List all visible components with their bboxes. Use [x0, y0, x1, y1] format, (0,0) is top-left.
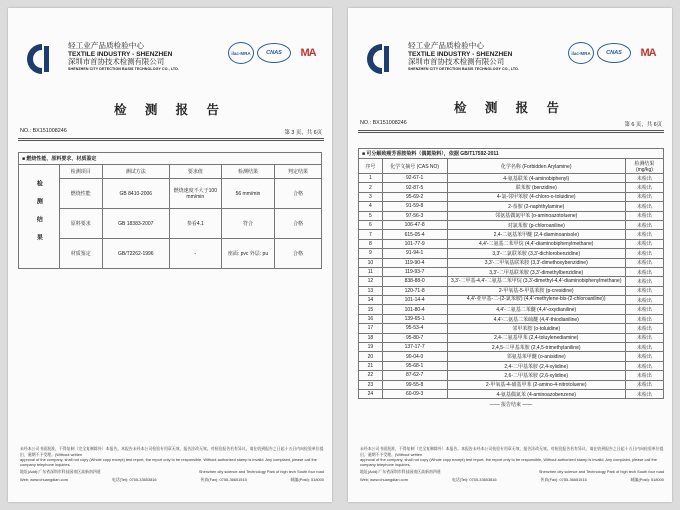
- chemical-name: 3,3'-二氯联苯胺 (3,3'-dichlorobenzidine): [447, 249, 625, 258]
- footer-address-cn: 地址(Add):广东省深圳市科技园南区高新南四道: [20, 469, 101, 475]
- cert-marks: [228, 42, 322, 64]
- cas-number: 95-53-4: [382, 324, 447, 333]
- test-result: 未检出: [625, 192, 663, 201]
- report-number: NO.: BX151008246: [20, 128, 67, 134]
- footer-fax: 传真(Fax): 0755-36651515: [540, 476, 587, 482]
- row-index: 6: [359, 220, 383, 229]
- side-label: 检测结果: [35, 179, 42, 252]
- chemical-name: 4-氯-邻甲苯胺 (4-chloro-o-toluidine): [447, 192, 625, 201]
- row-index: 9: [359, 249, 383, 258]
- report-page-3: [8, 8, 332, 502]
- row-index: 17: [359, 324, 383, 333]
- footer-post: 邮编(Post): 518000: [630, 476, 664, 482]
- report-meta: [20, 128, 322, 134]
- table-row: [359, 239, 664, 248]
- row-index: 23: [359, 380, 383, 389]
- chemical-name: 联苯胺 (benzidine): [447, 183, 625, 192]
- cas-number: 95-68-1: [382, 361, 447, 370]
- test-result: 未检出: [625, 277, 663, 286]
- test-result: 未检出: [625, 389, 663, 398]
- test-result: 未检出: [625, 267, 663, 276]
- test-result: 未检出: [625, 230, 663, 239]
- cas-number: 106-47-8: [382, 220, 447, 229]
- org-header: [22, 40, 324, 82]
- cas-number: 92-67-1: [382, 174, 447, 183]
- test-result: 未检出: [625, 333, 663, 342]
- cas-number: 95-69-2: [382, 192, 447, 201]
- header-rule: [358, 130, 664, 131]
- cas-number: 137-17-7: [382, 343, 447, 352]
- ilac-mark-icon: ilac-MRA: [568, 42, 594, 64]
- footer-address-en: Shenzhen city science and Technology Park of high tech South four road: [538, 469, 664, 475]
- org-name-cn: 轻工业产品质检验中心: [408, 41, 484, 50]
- org-name-cn2: 深圳市首协技术检测有限公司: [68, 57, 165, 67]
- chemical-name: 4,4'-二氨基二苯醚 (4,4'-oxydianiline): [447, 305, 625, 314]
- table-row: [359, 352, 664, 361]
- chemical-name: 3,3'-二甲氧基联苯胺 (3,3'-dimethoxybenzidine): [447, 258, 625, 267]
- table-row: [359, 174, 664, 183]
- cas-number: 119-93-7: [382, 267, 447, 276]
- footer-address-en: Shenzhen city science and Technology Park of high tech South four road: [198, 469, 324, 475]
- header-rule-2: [18, 140, 324, 141]
- org-name-cn2: 深圳市首协技术检测有限公司: [408, 57, 505, 67]
- page-number: 第 3 页，共 6页: [284, 130, 322, 136]
- report-footer: [20, 446, 324, 482]
- table-row: 燃烧性能 GB 8410-2006 燃烧速度不大于100 mm/min 56 mm/min 合格: [19, 179, 322, 209]
- section-heading: ■ 可分解致癌芳香胺染料（偶氮染料），依据 GB/T17592-2011: [359, 149, 664, 159]
- footer-post: 邮编(Post): 518000: [290, 476, 324, 482]
- cas-number: 615-05-4: [382, 230, 447, 239]
- test-result: 未检出: [625, 239, 663, 248]
- chemical-name: 2,6-二甲基苯胺 (2,6-xylidine): [447, 371, 625, 380]
- cas-number: 101-80-4: [382, 305, 447, 314]
- chemical-name: 3,3'-二甲基联苯胺 (3,3'-dimethylbenzidine): [447, 267, 625, 276]
- table-row: [359, 389, 664, 398]
- footer-web: Web: www.chuangdian.com: [360, 476, 408, 482]
- org-name-cn: 轻工业产品质检验中心: [68, 41, 144, 50]
- chemical-name: 2,4-二氨基苯甲醚 (2,4-diaminoanisole): [447, 230, 625, 239]
- org-name-en: TEXTILE INDUSTRY - SHENZHEN: [408, 50, 513, 58]
- header-rule: [18, 138, 324, 139]
- row-index: 5: [359, 211, 383, 220]
- ilac-mark-icon: ilac-MRA: [228, 42, 254, 64]
- row-index: 19: [359, 343, 383, 352]
- chemical-name: 4,4'-亚甲基-二-(2-氯苯胺) (4,4'-methylene-bis-(2-chloroaniline)): [447, 296, 625, 305]
- section-heading: ■ 燃烧性能、原料要求、材质鉴定: [19, 153, 322, 165]
- table-row: [359, 249, 664, 258]
- test-result: 未检出: [625, 211, 663, 220]
- row-index: 7: [359, 230, 383, 239]
- row-index: 24: [359, 389, 383, 398]
- table-row: [359, 343, 664, 352]
- table-row: [359, 183, 664, 192]
- table-header: 检测结果: [222, 165, 275, 179]
- table-row: [359, 286, 664, 295]
- row-index: 2: [359, 183, 383, 192]
- table-row: [359, 202, 664, 211]
- table-row: [359, 296, 664, 305]
- table-row: [359, 314, 664, 323]
- cas-number: 97-56-3: [382, 211, 447, 220]
- org-logo-icon: [22, 42, 62, 76]
- chemical-name: 4,4'-二氨基二苯硫醚 (4,4'-thiodianiline): [447, 314, 625, 323]
- row-index: 3: [359, 192, 383, 201]
- footer-disclaimer-2: approval of the company, shall not copy (Whole copy except) test report, the report only to be responsible, Without authorized stamp is invalid. Any complaint, please call the: [20, 456, 317, 462]
- cas-number: 119-90-4: [382, 258, 447, 267]
- chemical-name: 2,4-二甲基苯胺 (2,4-xylidine): [447, 361, 625, 370]
- chemical-name: 2-甲氧基-5-甲基苯胺 (p-cresidine): [447, 286, 625, 295]
- footer-disclaimer-1: 未经本公司书面批准，不得复制（完全复制除外）本报告。本报告未经本公司检验专用章无效，报告涂改无效。对检验报告若有异议，请在收到报告之日起十五日内向检验单位提出，逾期不予受理。(Without written: [360, 446, 664, 457]
- row-index: 22: [359, 371, 383, 380]
- test-result: 未检出: [625, 314, 663, 323]
- table-row: [359, 371, 664, 380]
- test-result: 未检出: [625, 202, 663, 211]
- row-index: 16: [359, 314, 383, 323]
- chemical-name: 邻甲苯胺 (o-toluidine): [447, 324, 625, 333]
- chemical-name: 邻氨基偶氮甲苯 (o-aminoazotoluene): [447, 211, 625, 220]
- row-index: 21: [359, 361, 383, 370]
- footer-disclaimer-2: approval of the company, shall not copy (Whole copy except) test report, the report only to be responsible, Without authorized stamp is invalid. Any complaint, please call the: [360, 456, 657, 462]
- table-row: 原料要求 GB 18383-2007 参看4.1 符合 合格: [19, 209, 322, 239]
- table-row: [359, 220, 664, 229]
- chemical-name: 邻氨基苯甲醚 (o-anisidine): [447, 352, 625, 361]
- cas-number: 95-80-7: [382, 333, 447, 342]
- row-index: 18: [359, 333, 383, 342]
- table-header: 化学名称 (Forbidden Arylamine): [447, 159, 625, 174]
- chemical-name: 3,3'-二甲基-4,4'-二氨基二苯甲烷 (3,3'-dimethyl-4,4'-diaminobiphenylmethane): [447, 277, 625, 286]
- cas-number: 91-94-1: [382, 249, 447, 258]
- row-index: 8: [359, 239, 383, 248]
- row-index: 12: [359, 277, 383, 286]
- table-row: [359, 333, 664, 342]
- row-index: 15: [359, 305, 383, 314]
- org-name-en-small: SHENZHEN CITY DETECTION BASIS TECHNOLOGY CO., LTD.: [408, 66, 520, 71]
- results-table-flammability: [18, 152, 322, 269]
- test-result: 未检出: [625, 324, 663, 333]
- table-header: 序号: [359, 159, 383, 174]
- report-number: NO.: BX151008246: [360, 120, 407, 126]
- cas-number: 101-77-9: [382, 239, 447, 248]
- row-index: 10: [359, 258, 383, 267]
- report-page-6: [348, 8, 672, 502]
- row-index: 1: [359, 174, 383, 183]
- test-result: 未检出: [625, 296, 663, 305]
- cas-number: 120-71-8: [382, 286, 447, 295]
- header-rule-2: [358, 132, 664, 133]
- results-table-arylamines: [358, 148, 664, 409]
- chemical-name: 2,4-二氨基甲苯 (2,4-toluylenediamine): [447, 333, 625, 342]
- table-header: 化学文摘号 (CAS NO): [382, 159, 447, 174]
- cma-mark-icon: MA: [640, 47, 656, 59]
- footer-fax: 传真(Fax): 0755-36651515: [200, 476, 247, 482]
- report-title: 检 测 报 告: [453, 100, 567, 115]
- table-header: 测试方法: [102, 165, 169, 179]
- table-row: [359, 324, 664, 333]
- cas-number: 87-62-7: [382, 371, 447, 380]
- org-logo-icon: [362, 42, 402, 76]
- test-result: 未检出: [625, 183, 663, 192]
- test-result: 未检出: [625, 380, 663, 389]
- org-text: [408, 42, 519, 71]
- row-index: 13: [359, 286, 383, 295]
- chemical-name: 4-氨基偶氮苯 (4-aminoazobenzene): [447, 389, 625, 398]
- table-header: 要求值: [169, 165, 221, 179]
- test-result: 未检出: [625, 361, 663, 370]
- cnas-mark-icon: CNAS: [597, 43, 631, 63]
- row-index: 14: [359, 296, 383, 305]
- footer-address-cn: 地址(Add):广东省深圳市科技园南区高新南四道: [360, 469, 441, 475]
- cas-number: 99-55-8: [382, 380, 447, 389]
- table-header: 判定结果: [274, 165, 321, 179]
- test-result: 未检出: [625, 249, 663, 258]
- table-row: [359, 305, 664, 314]
- cert-marks: [568, 42, 662, 64]
- table-header: 检测项目: [59, 165, 102, 179]
- cas-number: 92-87-5: [382, 183, 447, 192]
- table-row: [359, 277, 664, 286]
- footer-tel: 电话(Tel): 0755-33653816: [111, 476, 157, 482]
- footer-disclaimer-3: company telephone inquiries.: [20, 462, 71, 468]
- test-result: 未检出: [625, 305, 663, 314]
- chemical-name: 2,4,5-三甲基苯胺 (2,4,5-trimethylaniline): [447, 343, 625, 352]
- report-end: —— 报告结束 ——: [489, 401, 533, 408]
- table-header: 检测结果 (mg/kg): [625, 159, 663, 174]
- table-row: [359, 211, 664, 220]
- test-result: 未检出: [625, 174, 663, 183]
- report-footer: [360, 446, 664, 482]
- page-number: 第 6 页，共 6页: [624, 122, 662, 128]
- table-row: [359, 380, 664, 389]
- org-name-en-small: SHENZHEN CITY DETECTION BASIS TECHNOLOGY CO., LTD.: [68, 66, 180, 71]
- footer-tel: 电话(Tel): 0755-33653816: [451, 476, 497, 482]
- chemical-name: 2-甲氧基-4-硝基甲苯 (2-amino-4-nitrotoluene): [447, 380, 625, 389]
- org-text: [68, 42, 179, 71]
- test-result: 未检出: [625, 286, 663, 295]
- row-index: 20: [359, 352, 383, 361]
- test-result: 未检出: [625, 258, 663, 267]
- footer-web: Web: www.chuangdian.com: [20, 476, 68, 482]
- table-row: [359, 192, 664, 201]
- chemical-name: 4-氨基联苯 (4-aminobiphenyl): [447, 174, 625, 183]
- test-result: 未检出: [625, 220, 663, 229]
- table-row: [359, 230, 664, 239]
- table-row: [359, 267, 664, 276]
- table-row: [359, 258, 664, 267]
- cas-number: 101-14-4: [382, 296, 447, 305]
- row-index: 4: [359, 202, 383, 211]
- org-header: [362, 40, 664, 82]
- test-result: 未检出: [625, 343, 663, 352]
- chemical-name: 2-萘胺 (2-naphthylamine): [447, 202, 625, 211]
- org-name-en: TEXTILE INDUSTRY - SHENZHEN: [68, 50, 173, 58]
- cas-number: 838-88-0: [382, 277, 447, 286]
- table-row: 材质鉴定 GB/T2262-1996 - 座面: pvc 外层: pu 合格: [19, 239, 322, 269]
- test-result: 未检出: [625, 371, 663, 380]
- side-label-cell: [19, 165, 60, 269]
- chemical-name: 4,4'-二氨基二苯甲烷 (4,4'-diaminobiphenylmethane): [447, 239, 625, 248]
- cma-mark-icon: MA: [300, 47, 316, 59]
- row-index: 11: [359, 267, 383, 276]
- cnas-mark-icon: CNAS: [257, 43, 291, 63]
- report-title: 检 测 报 告: [113, 102, 227, 117]
- cas-number: 139-65-1: [382, 314, 447, 323]
- table-row: [359, 361, 664, 370]
- cas-number: 90-04-0: [382, 352, 447, 361]
- report-meta: [360, 120, 662, 126]
- cas-number: 60-09-3: [382, 389, 447, 398]
- chemical-name: 对氯苯胺 (p-chloroaniline): [447, 220, 625, 229]
- cas-number: 91-59-8: [382, 202, 447, 211]
- test-result: 未检出: [625, 352, 663, 361]
- footer-disclaimer-1: 未经本公司书面批准，不得复制（完全复制除外）本报告。本报告未经本公司检验专用章无效，报告涂改无效。对检验报告若有异议，请在收到报告之日起十五日内向检验单位提出，逾期不予受理。(Without written: [20, 446, 324, 457]
- footer-disclaimer-3: company telephone inquiries.: [360, 462, 411, 468]
